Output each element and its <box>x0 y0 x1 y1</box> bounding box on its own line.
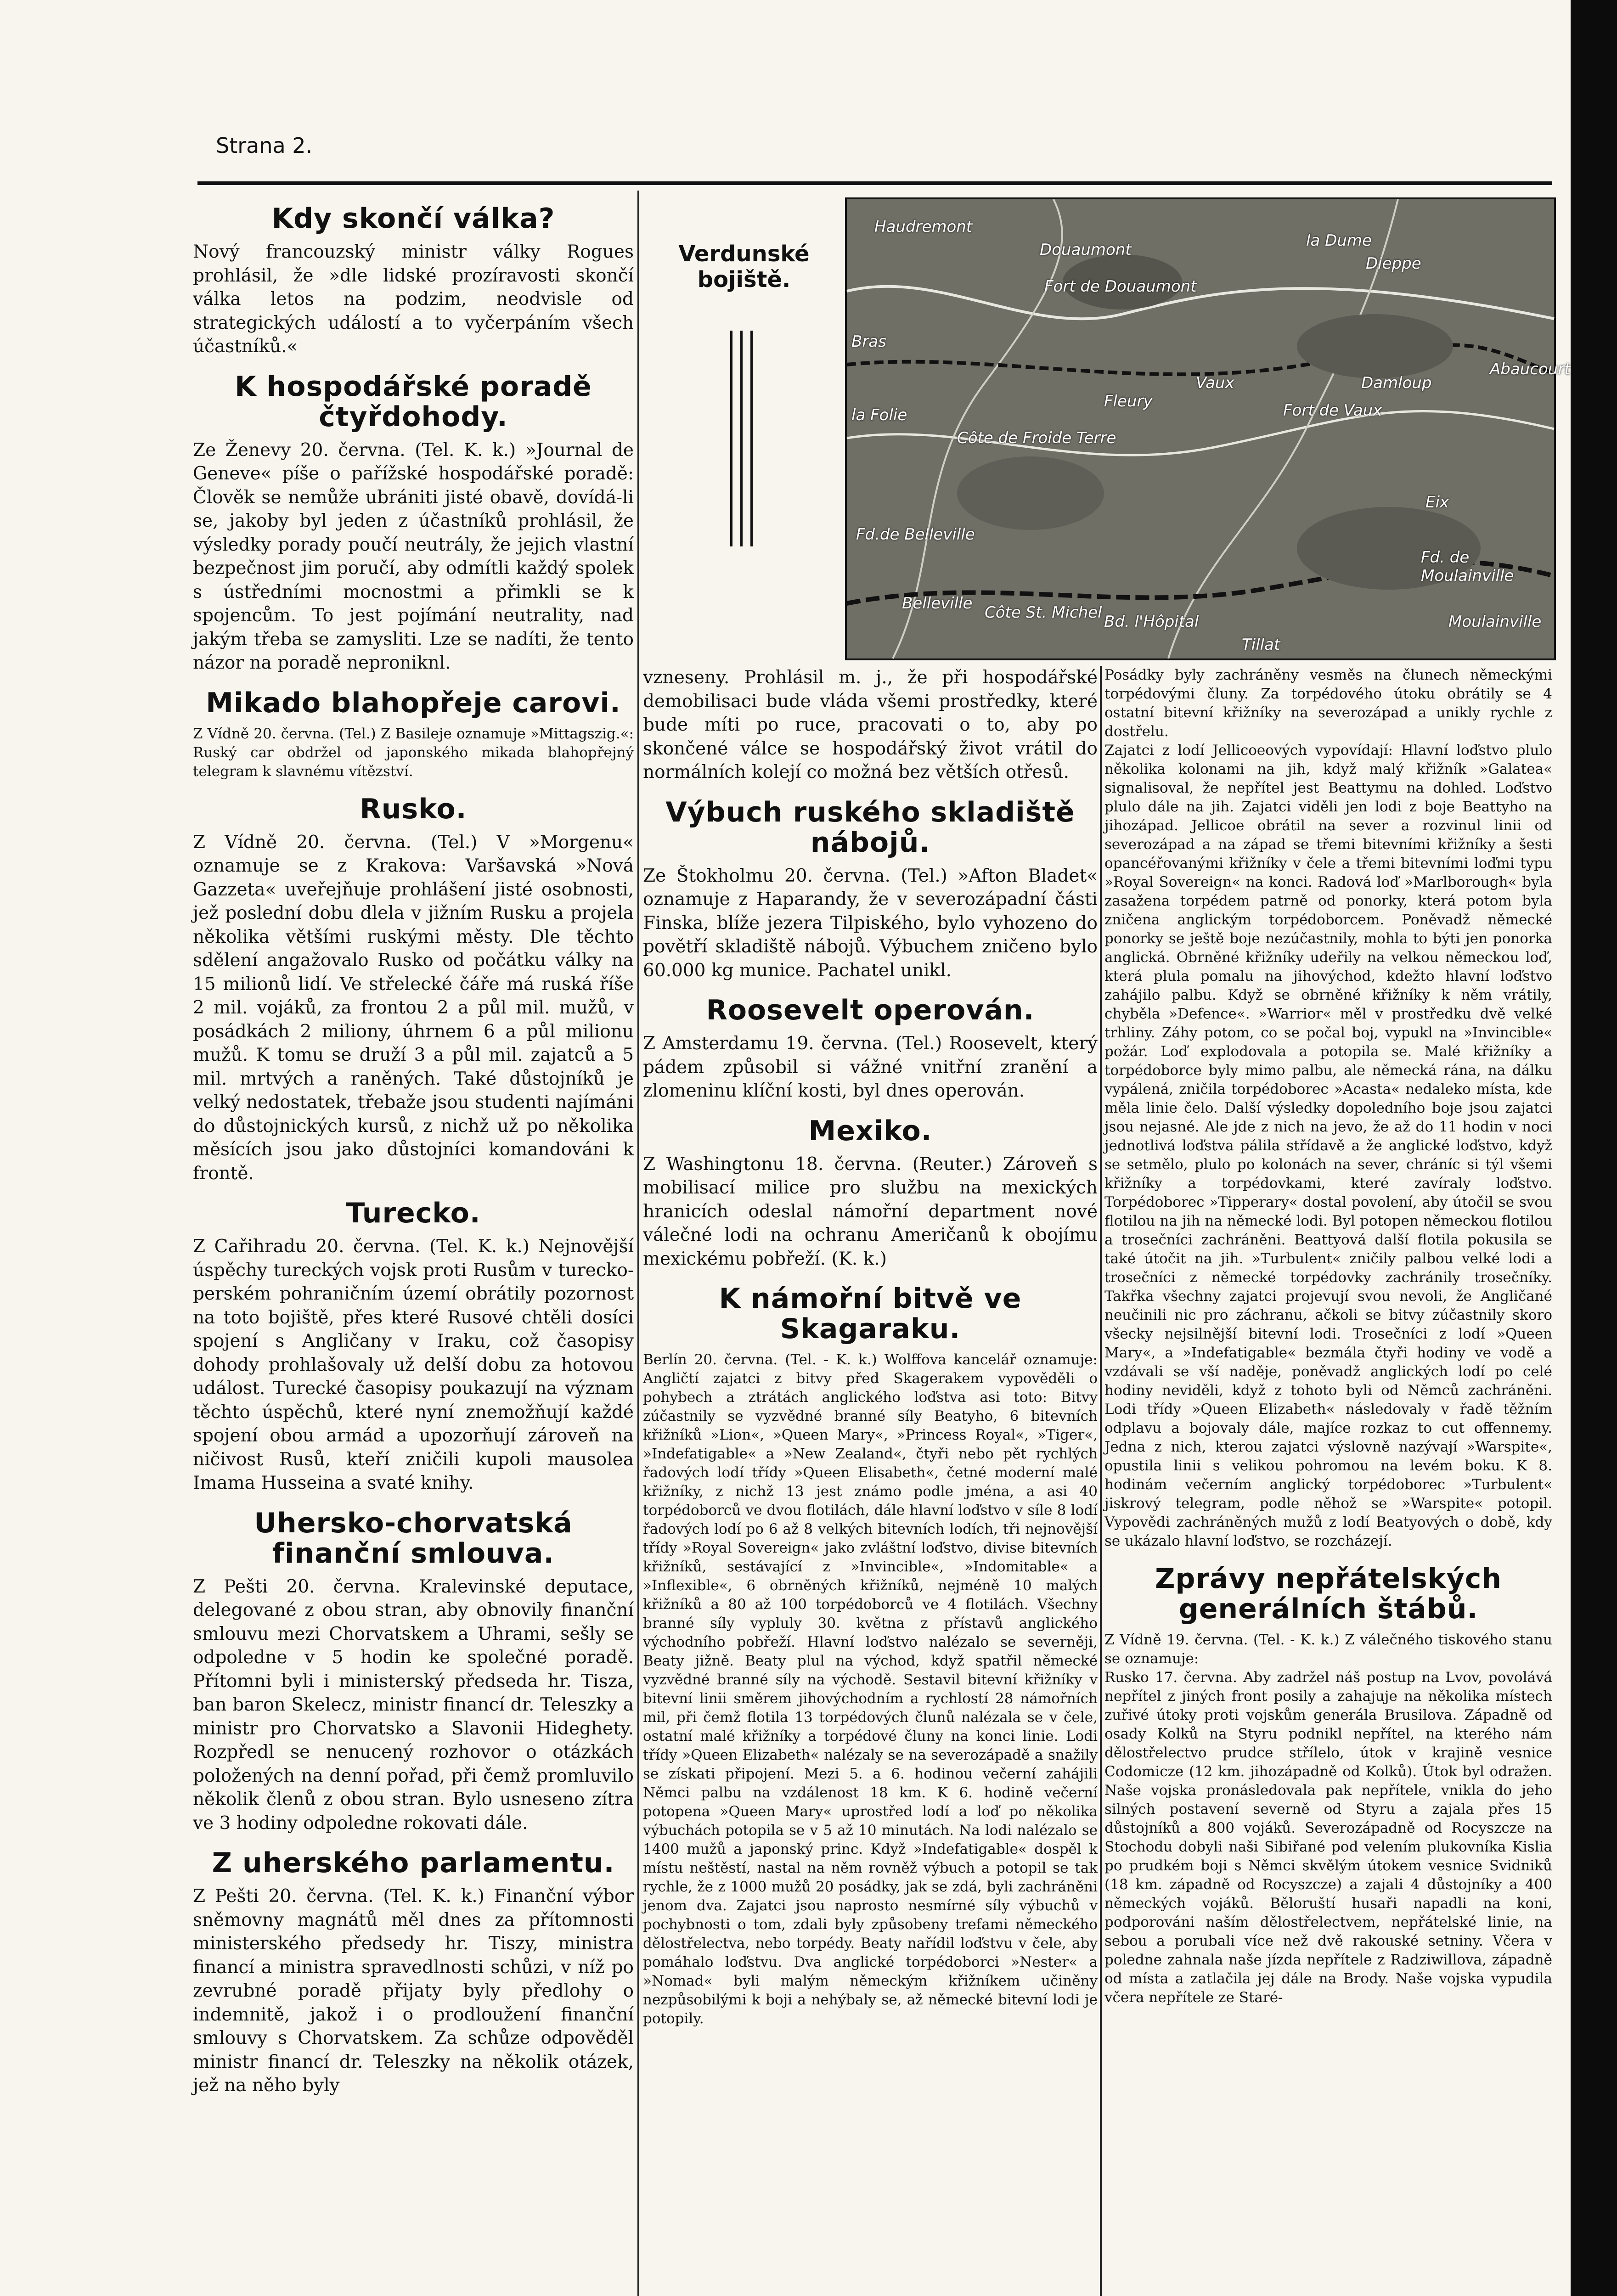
map-place-label: Fd.de Belleville <box>856 525 975 544</box>
article-paragraph: Nový francouzský ministr války Rogues prohlásil, že »dle lidské prozíravosti skončí válka letos na podzim, neodvisle od strategických událostí a to vyčerpáním všech účastníků.« <box>193 242 634 357</box>
map-place-label: Dieppe <box>1366 254 1421 273</box>
map-place-label: Moulainville <box>1448 613 1542 631</box>
article-paragraph: Z Cařihradu 20. června. (Tel. K. k.) Nejnovější úspěchy tureckých vojsk proti Rusům v turecko-perském pohraničním území obrátily pozornost na toto bojiště, přes které Rusové chtěli dosíci spojení s Angličany v Iraku, což časopisy dohody prohlašovaly už delší dobu za hotovou událost. Turecké časopisy poukazují na význam těchto úspěchů, které nyní znemožňují každé spojení obou armád a upozorňují zároveň na ničivost Rusů, kteří zničili kupoli mausolea Imama Husseina a svaté knihy. <box>193 1236 634 1493</box>
map-place-label: Tillat <box>1242 636 1280 654</box>
map-place-label: Douaumont <box>1040 241 1132 259</box>
article-headline: Z uherského parlamentu. <box>212 1847 615 1879</box>
article-paragraph: Zajatci z lodí Jellicoeových vypovídají: Hlavní loďstvo plulo několika kolonami na jih, když malý křižník »Galatea« signalisoval, že nepřítel jest Beattymu na dohled. Loďstvo plulo dále na jih. Zajatci viděli jen lodi z boje Beattyho na jihozápad. Jellicoe obrátil na sever a rozvinul linii od severozápad a na západ se třemi bitevními křižníky a šesti opancéřovanými křižníky v čele a třemi bitevními loďmi typu »Royal Sovereign« na konci. Radová loď »Marlborough« byla zasažena torpédem patrně od ponorky, která potom byla zničena anglickým torpédoborcem. Poněvadž německé ponorky se ještě boje nezúčastnily, mohla to býti jen ponorka anglická. Obrněné křižníky udeřily na velkou německou loď, která plula pomalu na jihovýchod, kdežto hlavní loďstvo zahájilo palbu. Když se obrněné křižníky k něm vrátily, chyběla »Defence«. »Warrior« měl v prostředku dvě velké trhliny. Záhy potom, co se počal boj, vypukl na »Invincible« požár. Loď explodovala a potopila se. Malé křižníky a torpédoborce byly mimo palbu, ale německá rána, na dálku vypálená, zničila torpédoborec »Acasta« nedaleko místa, kde měla linie čelo. Další výsledky dopoledního boje jsou zajatci jsou nejasné. Ale jde z nich na jevo, že až do 11 hodin v noci jednotlivá loďstva pálila střídavě a že anglické loďstvo, když se setmělo, plulo po kolonách na sever, chráníc si týl všemi křižníky a torpédovkami, které zavíraly loďstvo. Torpédoborec »Tipperary« dostal povolení, aby útočil se svou flotilou na jih na německé lodi. Byl potopen německou flotilou a trosečníci zachráněni. Beattyová další flotila pokusila se také útočit na jih. »Turbulent« zničily palbou velké lodi a trosečníci z německé torpédovky zachránily trosečníky. Takřka všechny zajatci projevují svou nevoli, že Angličané neučinili nic pro záchranu, ačkoli se bitvy zúčastnily skoro všecky nejsilnější bitevní lodi. Trosečníci z lodí »Queen Mary«, a »Indefatigable« bezmála čtyři hodiny ve vodě a vzdávali se vší naděje, poněvadž anglických lodí po celé hodiny neviděli, když z tohoto byli od Němců zachráněni. Lodi třídy »Queen Elizabeth« následovaly v řadě těžním odplavu a bojovaly dále, majíce rozkaz to cut offennemy. Jedna z nich, kterou zajatci výslovně nazývají »Warspite«, opustila linii s velikou pohromou na levém boku. K 8. hodinám večerním anglický torpédoborec »Turbulent« jiskrový telegram, podle něhož se »Warspite« potopil. Vypovědi zachráněných mužů z lodí Beatyových o době, kdy se ukázalo hlavní loďstvo, se rozcházejí. <box>1104 742 1552 1549</box>
decorative-bars <box>726 331 758 546</box>
article-headline: K námořní bitvě ve Skagaraku. <box>719 1283 1022 1345</box>
article-paragraph: Rusko 17. června. Aby zadržel náš postup na Lvov, povolává nepřítel z jiných front posily a zahajuje na několika místech zuřivé útoky proti vojskům generála Brusilova. Západně od osady Kolků na Styru podnikl nepřítel, na kterého nám dělostřelectvo prudce střílelo, útok v krajině vesnice Codomicze (12 km. jihozápadně od Kolků). Útok byl odražen. Naše vojska pronásledovala pak nepřítele, vnikla do jeho silných postavení severně od Styru a zajala přes 15 důstojníků a 800 vojáků. Severozápadně od Rocyszcze na Stochodu dobyli naši Sibiřané pod velením plukovníka Kislia po prudkém boji s Němci skvělým útokem vesnice Svidniků (18 km. západně od Rocyszcze) a zajali 4 důstojníky a 400 německých vojáků. Běloruští husaři napadli na koni, podporováni naším dělostřelectvem, nepřátelské linie, na sebou a porubali více než dvě rakouské setniny. Včera v poledne zahnala naše jízda nepřítele z Radziwillova, západně od místa a zatlačila jej dále na Brody. Naše vojska vypudila včera nepřítele ze Staré- <box>1104 1669 1552 2006</box>
map-place-label: Haudremont <box>874 218 973 236</box>
column-2 <box>643 666 1098 2296</box>
map-place-label: la Dume <box>1306 231 1372 250</box>
map-terrain <box>847 199 1554 658</box>
column-3 <box>1104 666 1552 2296</box>
article-paragraph: Z Amsterdamu 19. června. (Tel.) Roosevelt, který pádem způsobil si vážné vnitřní zranění a zlomeninu klíční kosti, byl dnes operován. <box>643 1033 1098 1101</box>
map-place-label: la Folie <box>851 406 907 424</box>
article-paragraph: Berlín 20. června. (Tel. - K. k.) Wolffova kancelář oznamuje: Angličtí zajatci z bitvy před Skagerakem vypověděli o pohybech a ztrátách anglického loďstva asi toto: Bitvy zúčastnily se vyzvědné branné síly Beatyho, 6 bitevních křižníků »Lion«, »Queen Mary«, »Princess Royal«, »Tiger«, »Indefatigable« a »New Zealand«, čtyři nebo pět rychlých řadových lodí třídy »Queen Elisabeth«, četné moderní malé křižníky, z nichž 13 jest známo podle jména, a asi 40 torpédoborců ve dvou flotilách, dále hlavní loďstvo v síle 8 lodí řadových lodí po 6 až 8 velkých bitevních lodích, tři nejnovější třídy »Royal Sovereign« jako zvláštní loďstvo, divise bitevních křižníků, sestávající z »Invincible«, »Indomitable« a »Inflexible«, 6 obrněných křižníků, nejméně 10 malých křižníků a 80 až 100 torpédoborců ve 4 flotilách. Všechny branné síly vypluly 30. května z přístavů anglického východního pobřeží. Hlavní loďstvo nalézalo se severněji, Beaty jižně. Beaty plul na východ, když spatřil německé vyzvědné branné síly na východě. Sestavil bitevní křižníky v bitevní linii směrem jihovýchodním a rychlostí 28 námořních mil, při čemž flotila 13 torpédových člunů nalézala se v čele, ostatní malé křižníky a torpédové čluny na konci linie. Lodi třídy »Queen Elizabeth« nalézaly se na severozápadě a snažily se získati připojení. Mezi 5. a 6. hodinou večerní zahájili Němci palbu na vzdálenost 18 km. K 6. hodině večerní potopena »Queen Mary« uprostřed lodí a loď po několika výbuchách potopila se v 5 až 10 minutách. Na lodi nalézalo se 1400 mužů a japonský princ. Když »Indefatigable« dospěl k místu neštěstí, nastal na něm rovněž výbuch a potopil se tak rychle, že z 1000 mužů 20 posádky, jak se zdá, byli zachráněni jenom dva. Zajatci jsou naprosto nesmírné síly výbuchů v pochybnosti o tom, zdali byly způsobeny trefami německého dělostřelectva, nebo torpédy. Beaty nařídil loďstvu v čele, aby pomáhalo loďstvu. Dva anglické torpédoborci »Nester« a »Nomad« byli malým německým křižníkem učiněny nezpůsobilými k boji a nehýbaly se, až německé bitevní lodi je potopily. <box>643 1351 1098 2027</box>
article-headline: Rusko. <box>360 793 467 825</box>
header-rule <box>197 181 1552 185</box>
map-place-label: Côte St. Michel <box>985 603 1102 622</box>
map-place-label: Côte de Froide Terre <box>957 429 1116 447</box>
article-headline: Turecko. <box>346 1197 481 1229</box>
article-paragraph: Posádky byly zachráněny vesměs na člunech německými torpédovými čluny. Za torpédového útoku obrátily se 4 ostatní bitevní křižníky na severozápad a unikly rychle z dostřelu. <box>1104 667 1552 740</box>
article-headline: Uhersko-chorvatská finanční smlouva. <box>254 1507 573 1570</box>
article-paragraph: vzneseny. Prohlásil m. j., že při hospodářské demobilisaci bude vláda všemi prostředky, které bude míti po ruce, pracovati o to, aby po skončené válce se hospodářský život vrátil do normálních kolejí co možná bez větších otřesů. <box>643 667 1098 782</box>
article-headline: K hospodářské poradě čtyřdohody. <box>235 370 592 433</box>
column-divider <box>1100 666 1102 2296</box>
map-caption: Verdunské bojiště. <box>678 241 810 293</box>
map-place-label: Damloup <box>1361 374 1432 392</box>
article-headline: Roosevelt operován. <box>706 994 1035 1026</box>
map-place-label: Belleville <box>902 594 973 613</box>
map-place-label: Fort de Vaux <box>1283 401 1382 420</box>
map-place-label: Bras <box>851 332 886 351</box>
article-headline: Zprávy nepřátelských generálních štábů. <box>1155 1563 1502 1625</box>
column-divider <box>637 191 639 2296</box>
verdun-map <box>845 197 1571 660</box>
article-headline: Výbuch ruského skladiště nábojů. <box>665 796 1075 859</box>
article-paragraph: Z Vídně 19. června. (Tel. - K. k.) Z válečného tiskového stanu se oznamuje: <box>1104 1632 1552 1667</box>
article-paragraph: Ze Ženevy 20. června. (Tel. K. k.) »Journal de Geneve« píše o pařížské hospodářské poradě: Člověk se nemůže ubrániti jisté obavě, dovídá-li se, jakoby byl jeden z účastníků prohlásil, že výsledky porady poučí neutrály, že jejich vlastní bezpečnost jim poručí, aby odmítli každý spolek s ústředními mocnostmi a přimkli se k spojencům. To jest pojímání neutrality, nad jakým třeba se zamysliti. Lze se nadíti, že tento názor na poradě neproniknl. <box>193 439 634 673</box>
column-1 <box>193 191 634 2296</box>
map-place-label: Vaux <box>1196 374 1234 392</box>
article-paragraph: Z Vídně 20. června. (Tel.) Z Basileje oznamuje »Mittagszig.«: Ruský car obdržel od japonského mikada blahopřejný telegram k slavnému vítězství. <box>193 725 634 780</box>
article-headline: Mikado blahopřeje carovi. <box>206 687 621 719</box>
map-place-label: Fleury <box>1104 392 1153 411</box>
article-paragraph: Z Pešti 20. června. (Tel. K. k.) Finanční výbor sněmovny magnátů měl dnes za přítomnosti ministerského předsedy hr. Tiszy, ministra financí a ministra spravedlnosti schůzi, v níž po zevrubné poradě přijaty byly předlohy o indemnitě, jakož i o prodloužení finanční smlouvy s Chorvatskem. Za schůze odpověděl ministr financí dr. Teleszky na několik otázek, jež na něho byly <box>193 1886 634 2096</box>
map-place-label: Fort de Douaumont <box>1044 277 1197 296</box>
article-paragraph: Z Pešti 20. června. Kralevinské deputace, delegované z obou stran, aby obnovily finanční smlouvu mezi Chorvatskem a Uhrami, sešly se odpoledne v 5 hodin ke společné poradě. Přítomni byli i ministerský předseda hr. Tisza, ban baron Skelecz, ministr financí dr. Teleszky a ministr pro Chorvatsko a Slavonii Hideghety. Rozpředl se nenucený rozhovor o otázkách položených na denní pořad, při čemž promluvilo několik členů z obou stran. Bylo usneseno zítra ve 3 hodiny odpoledne rokovati dále. <box>193 1576 634 1834</box>
map-place-label: Bd. l'Hôpital <box>1104 613 1199 631</box>
map-place-label: Fd. de Moulainville <box>1421 548 1514 585</box>
page-number: Strana 2. <box>216 133 313 158</box>
article-paragraph: Ze Štokholmu 20. června. (Tel.) »Afton Bladet« oznamuje z Haparandy, že v severozápadní části Finska, blíže jezera Tilpiského, bylo vyhozeno do povětří skladiště nábojů. Výbuchem zničeno bylo 60.000 kg munice. Pachatel unikl. <box>643 865 1098 981</box>
article-paragraph: Z Vídně 20. června. (Tel.) V »Morgenu« oznamuje se z Krakova: Varšavská »Nová Gazzeta« uveřejňuje prohlášení jisté osobnosti, jež poslední dobu dlela v jižním Rusku a projela několika většími ruskými městy. Dle těchto sdělení angažovalo Rusko od počátku války na 15 milionů lidí. Ve střelecké čáře má ruská říše 2 mil. vojáků, za frontou 2 a půl mil. mužů, v posádkách 2 miliony, úhrnem 6 a půl milionu mužů. K tomu se druží 3 a půl mil. zajatců a 5 mil. mrtvých a raněných. Také důstojníků je velký nedostatek, třebaže jsou studenti najímáni do důstojnických kursů, z nichž už po několika měsících jsou jako důstojníci komandováni k frontě. <box>193 832 634 1184</box>
article-headline: Mexiko. <box>808 1114 932 1147</box>
article-headline: Kdy skončí válka? <box>271 203 555 235</box>
map-place-label: Eix <box>1425 493 1449 512</box>
scan-edge <box>1571 0 1617 2296</box>
article-paragraph: Z Washingtonu 18. června. (Reuter.) Zároveň s mobilisací milice pro službu na mexických hranicích odeslal námořní department nové válečné lodi na ochranu Američanů k obojímu mexickému pobřeží. (K. k.) <box>643 1154 1098 1269</box>
map-place-label: Abaucourt <box>1490 360 1571 378</box>
